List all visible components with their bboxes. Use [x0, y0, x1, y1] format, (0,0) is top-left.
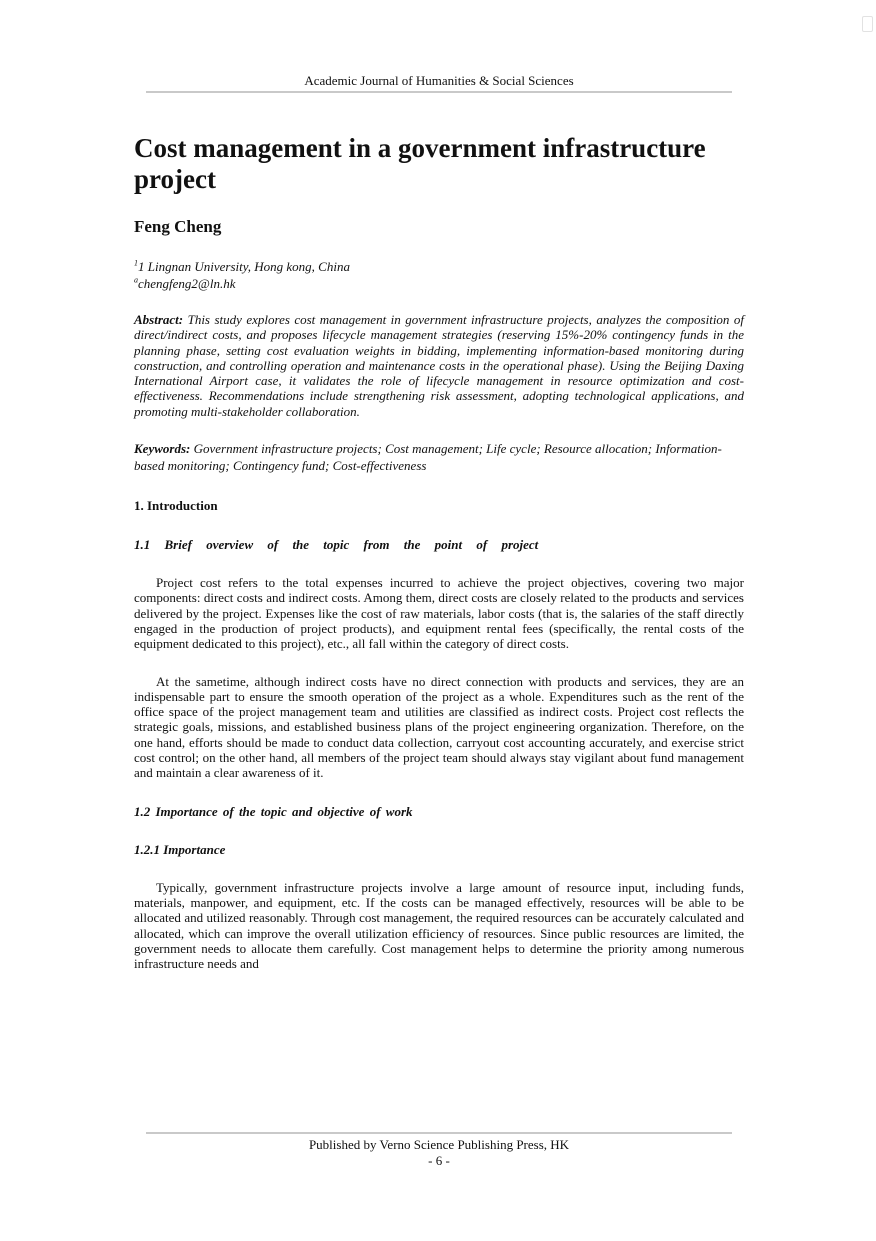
keywords-label: Keywords: — [134, 441, 191, 457]
paragraph: At the sametime, although indirect costs have no direct connection with products and services, they are an indispensable part to ensure the smooth operation of the project as a whole. Expenditures such as the rent of the office space of the project management team and utilities are classified as indirect costs. Project cost reflects the strategic goals, missions, and established business plans of the project engineering organization. Therefore, on the one hand, efforts should be made to conduct data collection, carryout cost accounting accurately, and exercise strict cost control; on the other hand, all members of the project team should always stay vigilant about fund management and maintain a clear awareness of it. — [134, 673, 744, 781]
abstract-label: Abstract: — [134, 312, 184, 327]
subsection-heading-importance-objective: 1.2 Importance of the topic and objective of work — [134, 803, 413, 819]
journal-running-head: Academic Journal of Humanities & Social Sciences — [304, 73, 574, 88]
affiliation-text: 1 Lingnan University, Hong kong, China — [138, 259, 350, 274]
keywords-text: Government infrastructure projects; Cost management; Life cycle; Resource allocation; Information-based monitoring; Contingency fund; Cost-effectiveness — [134, 441, 722, 473]
author-name: Feng Cheng — [134, 217, 222, 236]
email-marker: a — [134, 275, 138, 285]
page-number: - 6 - — [428, 1153, 450, 1168]
page-corner-mark — [862, 16, 873, 32]
abstract — [134, 312, 744, 419]
paragraph: Typically, government infrastructure projects involve a large amount of resource input, including funds, materials, manpower, and equipment, etc. If the costs can be managed effectively, resources will be able to be allocated and utilized reasonably. Through cost management, the required resources can be accurately calculated and allocated, which can improve the overall utilization efficiency of resources. Since public resources are limited, the government needs to allocate them carefully. Cost management helps to determine the priority among numerous infrastructure needs and — [134, 879, 744, 972]
subsubsection-heading-importance: 1.2.1 Importance — [134, 841, 226, 857]
email-line — [134, 275, 744, 292]
affiliation-marker: 1 — [134, 258, 138, 268]
article-body — [134, 130, 744, 984]
article-title: Cost management in a government infrastructure project — [134, 133, 706, 194]
keywords — [134, 441, 744, 474]
paragraph: Project cost refers to the total expenses incurred to achieve the project objectives, covering two major components: direct costs and indirect costs. Among them, direct costs are closely related to the products and services delivered by the project. Expenses like the cost of raw materials, labor costs (that is, the salaries of the staff directly engaged in the production of project products), and equipment rental fees (specifically, the rental costs of the equipment dedicated to this project), etc., all fall within the category of direct costs. — [134, 575, 744, 652]
subsection-heading-brief-overview: 1.1 Brief overview of the topic from the point of project — [134, 537, 539, 553]
header-divider — [146, 91, 732, 93]
affiliation-line — [134, 258, 744, 275]
footer-divider — [146, 1132, 732, 1134]
affiliation-block — [134, 258, 744, 292]
publisher-line: Published by Verno Science Publishing Press, HK — [308, 1137, 570, 1152]
section-heading-introduction: 1. Introduction — [134, 498, 218, 514]
page-footer — [146, 1137, 732, 1169]
author-email: chengfeng2@ln.hk — [138, 276, 236, 291]
abstract-text: This study explores cost management in government infrastructure projects, analyzes the composition of direct/indirect costs, and proposes lifecycle management strategies (reserving 15%-20% contingency funds in the planning phase, setting cost evaluation weights in bidding, implementing information-based monitoring during construction, and controlling operation and maintenance costs in the operational phase). Using the Beijing Daxing International Airport case, it validates the role of lifecycle management in resource optimization and cost-effectiveness. Recommendations include strengthening risk assessment, adopting technological applications, and promoting multi-stakeholder collaboration. — [134, 312, 745, 419]
